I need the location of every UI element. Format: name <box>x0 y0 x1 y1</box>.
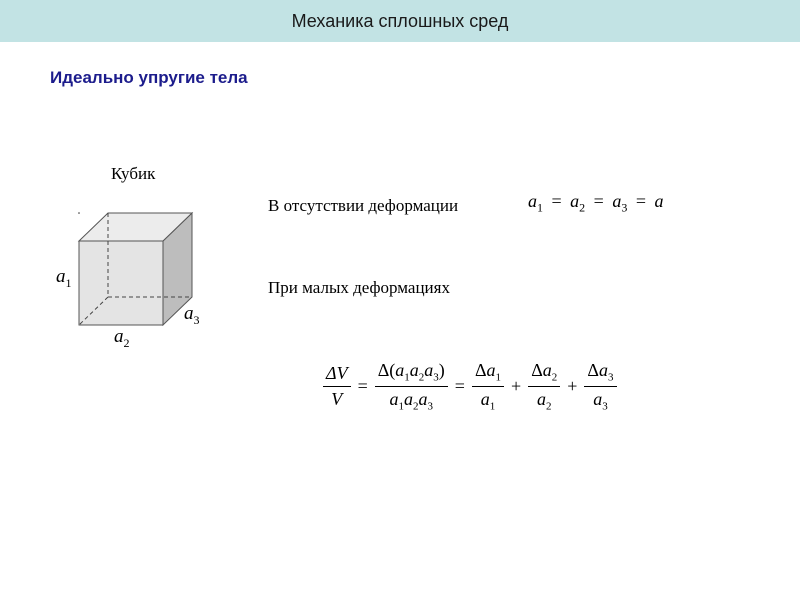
fraction-denominator <box>328 387 345 410</box>
fraction-da2-over-a2 <box>528 360 560 412</box>
math-index: 3 <box>602 400 608 413</box>
math-term: Δ <box>531 360 543 380</box>
edge-a3-index: 3 <box>193 312 200 327</box>
plus-sign: + <box>567 375 578 396</box>
edge-a2-letter: a <box>114 326 124 347</box>
fraction-denominator <box>387 387 437 413</box>
cube-diagram <box>50 200 230 360</box>
edge-a3-letter: a <box>184 303 194 324</box>
edge-label-a1 <box>56 266 72 291</box>
math-index: 3 <box>427 400 433 413</box>
math-term: ΔV <box>326 362 348 383</box>
edge-a1-index: 1 <box>65 275 72 290</box>
math-term: V <box>331 388 343 409</box>
math-index: 3 <box>433 371 439 384</box>
fraction-numerator <box>528 360 560 387</box>
edge-a1-letter: a <box>56 266 66 287</box>
math-index: 2 <box>418 371 425 384</box>
math-term: a <box>409 360 419 380</box>
cube-label: Кубик <box>111 164 156 183</box>
cube-marker-dot <box>78 212 80 214</box>
plus-sign: + <box>511 375 522 396</box>
eq-term: a <box>612 191 622 211</box>
math-index: 1 <box>398 400 404 413</box>
eq-operator: = <box>635 191 646 211</box>
edge-label-a2 <box>114 326 130 351</box>
fraction-numerator <box>584 360 616 387</box>
math-term: a <box>404 388 413 409</box>
math-term: a <box>542 360 552 380</box>
eq-term: a <box>528 191 537 211</box>
edge-label-a3 <box>184 303 200 328</box>
eq-operator: = <box>551 191 562 211</box>
math-term: Δ( <box>377 360 396 380</box>
fraction-dv-over-v <box>323 363 351 410</box>
math-term: a <box>395 360 405 380</box>
math-index: 1 <box>495 371 502 384</box>
eq-operator: = <box>593 191 604 211</box>
math-index: 2 <box>413 400 419 413</box>
eq-term: a <box>654 191 664 211</box>
math-index: 1 <box>404 371 410 384</box>
fraction-numerator <box>375 360 448 387</box>
math-term: a <box>486 360 496 380</box>
math-term: ) <box>438 360 445 380</box>
math-term: a <box>424 360 434 380</box>
slide-title: Механика сплошных сред <box>291 10 509 31</box>
equals-sign: = <box>454 375 465 396</box>
math-term: a <box>418 388 428 409</box>
fraction-da1-over-a1 <box>472 360 504 412</box>
fraction-denominator <box>534 387 555 413</box>
small-deformation-text: При малых деформациях <box>268 278 450 297</box>
math-term: a <box>480 388 490 409</box>
edge-a2-index: 2 <box>123 335 130 350</box>
math-term: Δ <box>587 360 599 380</box>
math-term: Δ <box>474 360 487 380</box>
math-term: a <box>599 360 608 380</box>
math-index: 2 <box>545 400 552 413</box>
fraction-denominator <box>478 387 499 413</box>
fraction-delta-product <box>375 360 448 412</box>
math-term: a <box>536 388 546 409</box>
eq-term: a <box>570 191 580 211</box>
math-term: a <box>593 388 603 409</box>
equal-edges-equation <box>528 191 663 216</box>
equals-sign: = <box>357 375 368 396</box>
no-deformation-text: В отсутствии деформации <box>268 196 459 215</box>
fraction-numerator <box>472 360 504 387</box>
math-index: 3 <box>608 371 614 384</box>
eq-index: 1 <box>537 200 543 215</box>
fraction-da3-over-a3 <box>584 360 616 412</box>
eq-index: 2 <box>579 200 586 215</box>
eq-index: 3 <box>621 200 628 215</box>
math-index: 1 <box>489 400 496 413</box>
math-index: 2 <box>551 371 558 384</box>
fraction-numerator <box>323 363 351 387</box>
math-term: a <box>389 388 399 409</box>
slide-header <box>0 0 800 42</box>
fraction-denominator <box>590 387 611 413</box>
volume-change-formula <box>320 360 620 412</box>
section-title: Идеально упругие тела <box>50 68 248 87</box>
